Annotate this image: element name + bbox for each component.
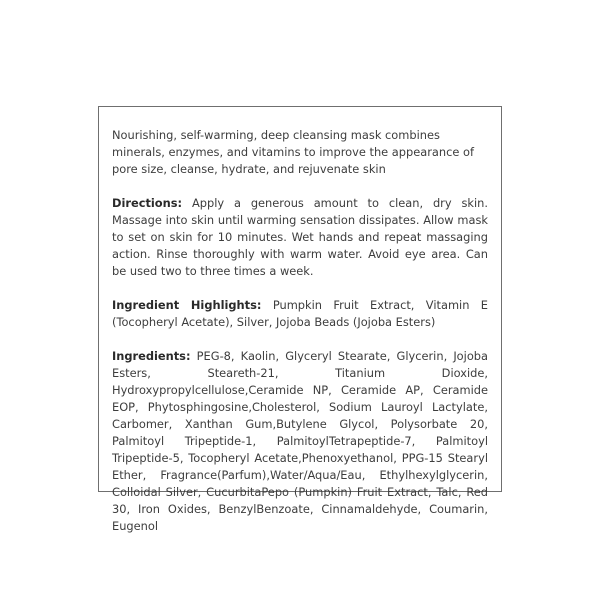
highlights-section (112, 297, 488, 331)
label-body (112, 127, 488, 535)
ingredients-heading: Ingredients: (112, 349, 191, 363)
ingredients-text: PEG-8, Kaolin, Glyceryl Stearate, Glycerin, Jojoba Esters, Steareth-21, Titanium Dioxide, Hydroxypropylcellulose,Ceramide NP, Ceramide AP, Ceramide EOP, Phytosphingosine,Cholesterol, Sodium Lauroyl Lactylate, Carbomer, Xanthan Gum,Butylene Glycol, Polysorbate 20, Palmitoyl Tripeptide-1, PalmitoylTetrapeptide-7, Palmitoyl Tripeptide-5, Tocopheryl Acetate,Phenoxyethanol, PPG-15 Stearyl Ether, Fragrance(Parfum),Water/Aqua/Eau, Ethylhexylglycerin, Colloidal Silver, CucurbitaPepo (Pumpkin) Fruit Extract, Talc, Red 30, Iron Oxides, BenzylBenzoate, Cinnamaldehyde, Coumarin, Eugenol (112, 349, 488, 533)
highlights-text: Pumpkin Fruit Extract, Vitamin E (Tocopheryl Acetate), Silver, Jojoba Beads (Jojoba Esters) (112, 298, 488, 329)
product-description: Nourishing, self-warming, deep cleansing mask combines minerals, enzymes, and vitamins to improve the appearance of pore size, cleanse, hydrate, and rejuvenate skin (112, 128, 474, 176)
highlights-heading: Ingredient Highlights: (112, 298, 262, 312)
directions-heading: Directions: (112, 196, 183, 210)
product-label-card (98, 106, 502, 533)
ingredients-section (112, 348, 488, 535)
directions-section (112, 195, 488, 280)
directions-text: Apply a generous amount to clean, dry skin. Massage into skin until warming sensation dissipates. Allow mask to set on skin for 10 minutes. Wet hands and repeat massaging action. Rinse thoroughly with warm water. Avoid eye area. Can be used two to three times a week. (112, 196, 488, 278)
